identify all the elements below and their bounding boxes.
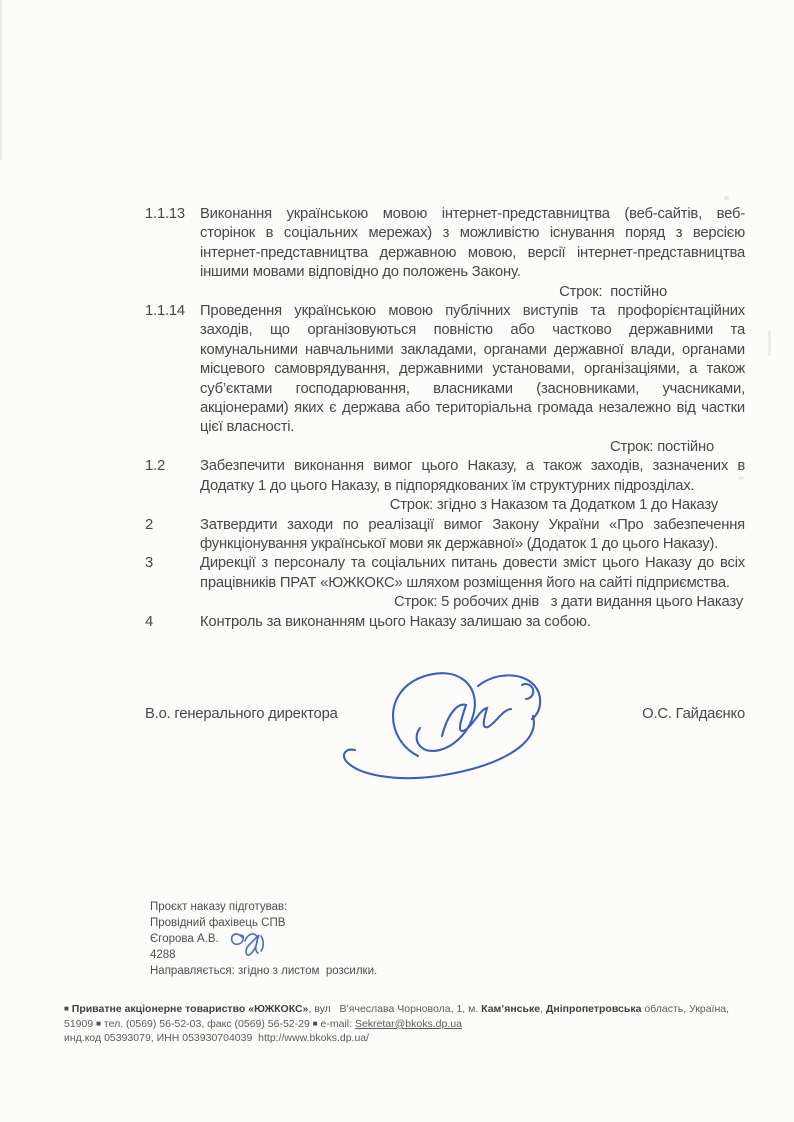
item-number: 2 <box>145 516 154 533</box>
scan-artifact <box>768 330 771 356</box>
deadline-line: Строк: згідно з Наказом та Додатком 1 до Наказу <box>389 497 718 514</box>
item-text: Дирекції з персоналу та соціальних питань довести зміст цього Наказу до всіх працівників ПРАТ «ЮЖКОКС» шляхом розміщення його на сайті підприємства. <box>200 555 745 591</box>
preparer-name: Єгорова А.В. <box>150 933 219 945</box>
company-footer <box>64 1002 740 1045</box>
item-number: 3 <box>145 555 154 572</box>
preparer-position: Провідний фахівець СПВ <box>150 917 286 929</box>
preparer-block <box>150 899 490 979</box>
email-label: e-mail: <box>320 1017 353 1030</box>
city-name: Кам’янське <box>481 1003 541 1015</box>
item-text: Затвердити заходи по реалізації вимог Закону України «Про забезпечення функціонування української мови як державної» (Додаток 1 до цього Наказу). <box>200 516 745 552</box>
handwritten-signature-icon <box>330 658 580 808</box>
item-number: 4 <box>145 613 154 630</box>
company-name: Приватне акціонерне товариство «ЮЖКОКС» <box>71 1003 309 1015</box>
deadline-line: Строк: постійно <box>559 283 667 300</box>
footer-contacts-line <box>64 1017 740 1032</box>
order-item-1-1-13 <box>145 205 745 283</box>
order-item-2 <box>145 516 745 555</box>
item-text: Виконання українською мовою інтернет-представництва (веб-сайтів, веб-сторінок в соціальних мережах) з можливістю існування поряд з версією інтернет-представництва державною мовою, версії інтернет-представництва іншими мовами відповідно до положень Закону. <box>200 206 745 281</box>
preparer-caption: Проєкт наказу підготував: <box>150 901 288 913</box>
distribution-note: Направляється: згідно з листом розсилки. <box>150 965 378 977</box>
region-name: Дніпропетровська <box>545 1003 642 1015</box>
deadline-line: Строк: 5 робочих днів з дати видання цього Наказу <box>393 594 743 611</box>
preparer-extension: 4288 <box>150 949 176 961</box>
scan-edge-shadow <box>0 0 3 160</box>
handwritten-initials-icon <box>228 927 272 959</box>
footer-address-line: ■ Приватне акціонерне товариство «ЮЖКОКС», вул В’ячеслава Чорновола, 1, м. Кам’янське, Дніпропетровська область, Україна, <box>64 1003 730 1015</box>
item-text: Контроль за виконанням цього Наказу залишаю за собою. <box>200 613 591 630</box>
scan-artifact <box>724 196 729 200</box>
footer-codes-line: инд.код 05393079, ИНН 053930704039 http://www.bkoks.dp.ua/ <box>64 1031 370 1044</box>
signatory-title: В.о. генерального директора <box>145 706 338 722</box>
bullet-square-icon: ■ <box>64 1004 69 1013</box>
bullet-square-icon: ■ <box>96 1018 101 1028</box>
item-text: Забезпечити виконання вимог цього Наказу, а також заходів, зазначених в Додатку 1 до цього Наказу, в підпорядкованих їм структурних підрозділах. <box>200 458 745 494</box>
item-number: 1.1.13 <box>145 206 185 222</box>
order-items-list <box>145 205 745 632</box>
order-item-1-1-14 <box>145 302 745 438</box>
postal-code: 51909 <box>64 1017 94 1030</box>
item-text: Проведення українською мовою публічних виступів та профорієнтаційних заходів, що організовуються повністю або частково державними та комунальними навчальними закладами, органами державної влади, органами місцевого самоврядування, державними установами, організаціями, а також суб’єктами господарювання, власниками (засновниками, учасниками, акціонерами) яких є держава або територіальна громада незалежно від частки цієї власності. <box>200 303 745 436</box>
item-number: 1.2 <box>145 458 165 475</box>
item-number: 1.1.14 <box>145 303 185 320</box>
phone-fax: тел. (0569) 56-52-03, факс (0569) 56-52-29 <box>103 1017 310 1030</box>
order-item-4 <box>145 613 745 632</box>
email-address: Sekretar@bkoks.dp.ua <box>354 1017 462 1030</box>
order-item-3 <box>145 554 745 593</box>
bullet-square-icon: ■ <box>312 1018 318 1028</box>
signatory-name: О.С. Гайдаєнко <box>642 706 745 722</box>
deadline-line: Строк: постійно <box>610 438 714 455</box>
order-item-1-2 <box>145 457 745 496</box>
